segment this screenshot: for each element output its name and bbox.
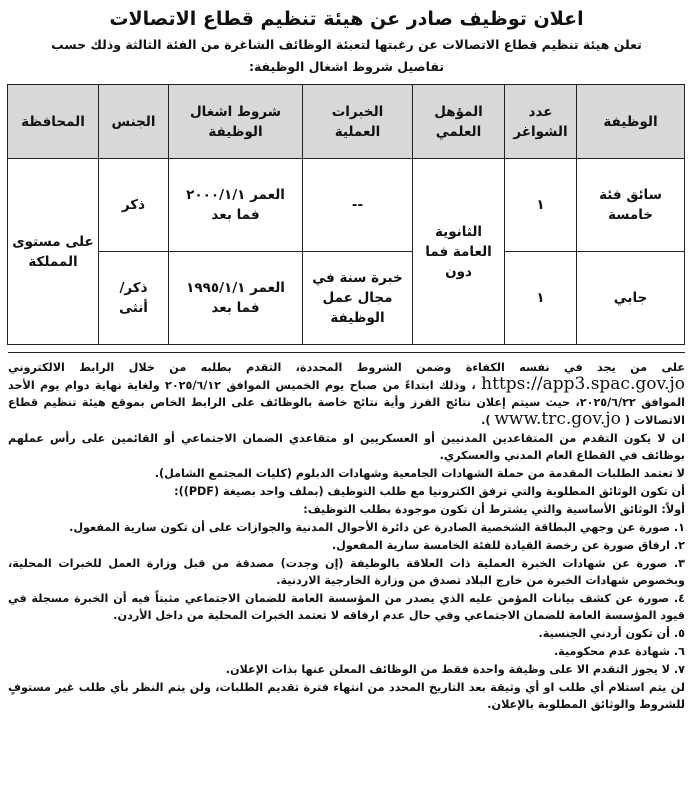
cell-vacancies: ١ <box>505 159 577 252</box>
cell-conditions: العمر ١٩٩٥/١/١ فما بعد <box>169 252 303 345</box>
document-item: ٦. شهادة عدم محكومية. <box>553 645 685 658</box>
apply-text-end: ). <box>481 414 491 427</box>
documents-basic-heading: أولاً: الوثائق الأساسية والتي يشترط أن تكون موجودة بطلب التوظيف: <box>303 503 685 516</box>
cell-vacancies: ١ <box>505 252 577 345</box>
document-item: ٢. ارفاق صورة عن رخصة القيادة للفئة الخامسة سارية المفعول. <box>331 539 685 552</box>
intro-line-1: تعلن هيئة تنظيم قطاع الاتصالات عن رغبتها لتعبئة الوظائف الشاغرة من الفئة الثالثة وذلك حسب <box>51 37 642 52</box>
cell-experience: -- <box>303 159 413 252</box>
header-conditions: شروط اشغال الوظيفة <box>169 85 303 159</box>
document-item: ٤. صورة عن كشف بيانات المؤمن عليه الذي يصدر من المؤسسة العامة للضمان الاجتماعي مثبتاً فيه أن الخبرة مسجلة في قيود المؤسسة العامة للضمان الاجتماعي وفي حال عدم ارفاقه لا تعتمد الخبرات المحلية من داخل الأردن. <box>8 592 685 622</box>
jobs-table <box>7 84 685 345</box>
condition-retirees: ان لا يكون التقدم من المتقاعدين المدنيين أو العسكريين او متقاعدي الضمان الاجتماعي أو القائمين على رأس عملهم بوظائف في القطاع العام المدني والعسكري. <box>8 432 685 462</box>
cell-qualification: الثانوية العامة فما دون <box>413 159 505 345</box>
header-gender: الجنس <box>99 85 169 159</box>
table-row <box>8 159 685 252</box>
header-governorate: المحافظة <box>8 85 99 159</box>
cell-conditions: العمر ٢٠٠٠/١/١ فما بعد <box>169 159 303 252</box>
header-experience: الخبرات العملية <box>303 85 413 159</box>
document-item: ٥. أن تكون أردني الجنسية. <box>538 627 685 640</box>
header-job: الوظيفة <box>577 85 685 159</box>
terms-section <box>8 352 685 713</box>
announcement-intro <box>8 34 685 78</box>
condition-degrees: لا تعتمد الطلبات المقدمة من حملة الشهادات الجامعية وشهادات الدبلوم (كليات المجتمع الشامل). <box>154 467 685 480</box>
header-vacancies: عدد الشواغر <box>505 85 577 159</box>
cell-experience: خبرة سنة في مجال عمل الوظيفة <box>303 252 413 345</box>
cell-gender: ذكر <box>99 159 169 252</box>
cell-gender: ذكر/ أنثى <box>99 252 169 345</box>
header-qualification: المؤهل العلمي <box>413 85 505 159</box>
table-row <box>8 252 685 345</box>
apply-text-mid: ، وذلك ابتداءً من صباح يوم الخميس الموافق ٢٠٢٥/٦/١٢ ولغاية نهاية دوام يوم الأحد الموافق ٢٠٢٥/٦/٢٢، حيث سيتم إعلان نتائج الفرز وأية نتائج خاصة بالوظائف على الرابط الخاص بموقع هيئة تنظيم قطاع الاتصالات ( <box>8 379 685 427</box>
document-item: ١. صورة عن وجهي البطاقة الشخصية الصادرة عن دائرة الأحوال المدنية والجوازات على أن تكون سارية المفعول. <box>69 521 685 534</box>
cell-governorate: على مستوى المملكة <box>8 159 99 345</box>
table-header-row <box>8 85 685 159</box>
cell-job: جابي <box>577 252 685 345</box>
cell-job: سائق فئة خامسة <box>577 159 685 252</box>
document-item: ٧. لا يجوز التقدم الا على وظيفة واحدة فقط من الوظائف المعلن عنها بذات الإعلان. <box>225 663 685 676</box>
apply-instructions <box>8 359 685 429</box>
header <box>8 6 685 78</box>
intro-line-2: تفاصيل شروط اشغال الوظيفة: <box>248 59 445 74</box>
closing-note: لن يتم استلام أي طلب او أي وثيقة بعد التاريخ المحدد من انتهاء فترة تقديم الطلبات، ولن يتم النظر بأي طلب غير مستوفٍ للشروط والوثائق المطلوبة بالإعلان. <box>8 681 685 711</box>
trc-website-link[interactable]: www.trc.gov.jo <box>494 409 621 429</box>
documents-requirement: أن تكون الوثائق المطلوبة والتي ترفق الكترونيا مع طلب التوظيف (بملف واحد بصيغة (PDF)): <box>174 485 685 498</box>
apply-text-start: على من يجد في نفسه الكفاءة وضمن الشروط المحددة، التقدم بطلبه من خلال الرابط الالكتروني <box>8 361 685 374</box>
application-link[interactable]: https://app3.spac.gov.jo <box>481 374 685 394</box>
document-item: ٣. صورة عن شهادات الخبرة العملية ذات العلاقة بالوظيفة (إن وجدت) مصدقة من قبل وزارة العمل للخبرات المحلية، وبخصوص شهادات الخبرة من خارج البلاد تصدق من وزارة الخارجية الاردنية. <box>8 557 685 587</box>
announcement-title: اعلان توظيف صادر عن هيئة تنظيم قطاع الاتصالات <box>109 8 584 30</box>
